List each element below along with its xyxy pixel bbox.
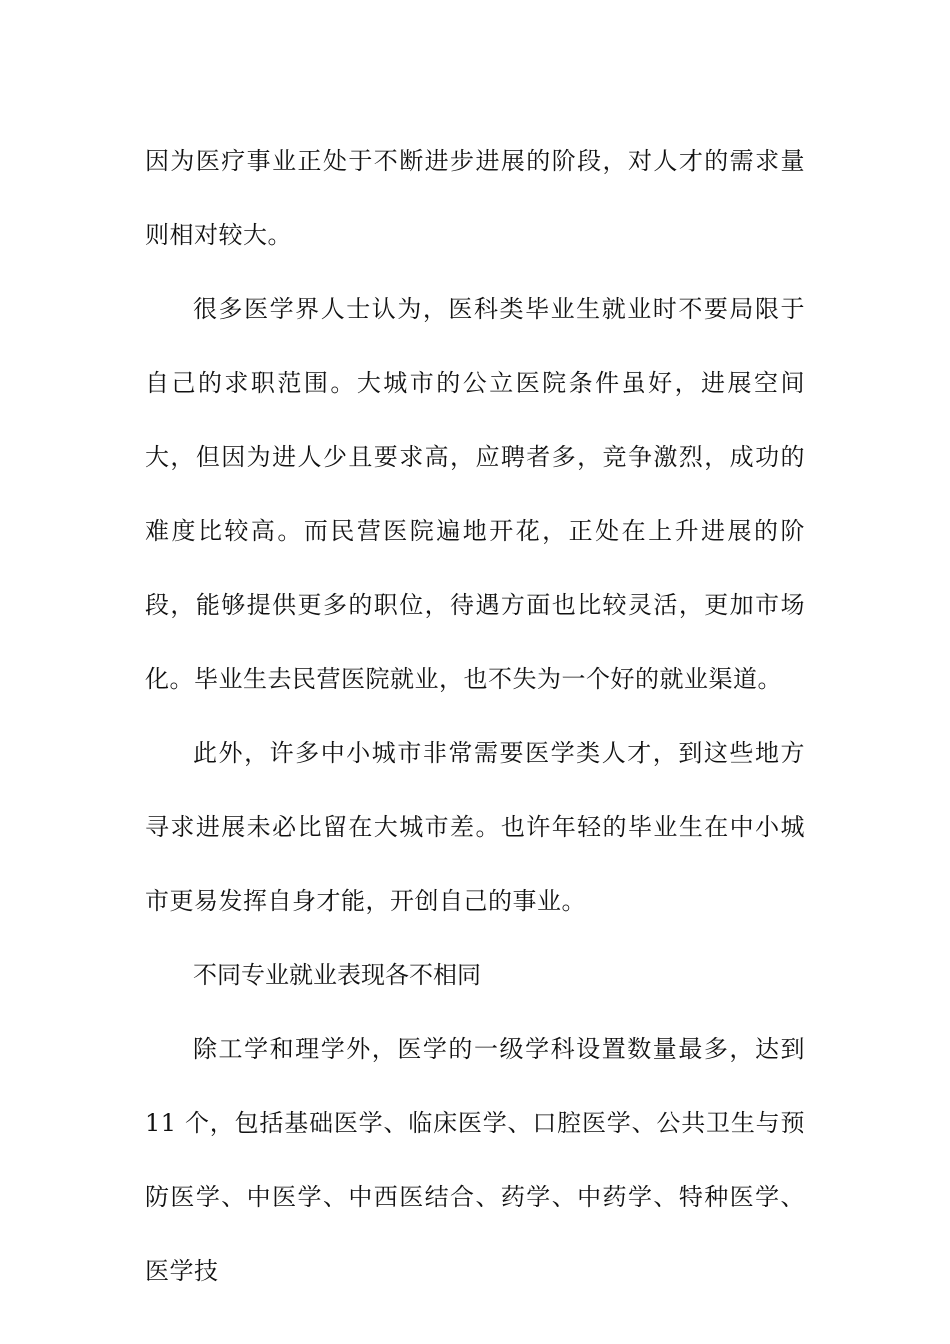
paragraph-disciplines: 除工学和理学外，医学的一级学科设置数量最多，达到 11 个，包括基础医学、临床医学、口腔医学、公共卫生与预防医学、中医学、中西医结合、药学、中药学、特种医学、医学技 <box>145 1035 805 1285</box>
paragraph-employment-scope: 很多医学界人士认为，医科类毕业生就业时不要局限于自己的求职范围。大城市的公立医院条件虽好，进展空间大，但因为进人少且要求高，应聘者多，竞争激烈，成功的难度比较高。而民营医院遍地开花，正处在上升进展的阶段，能够提供更多的职位，待遇方面也比较灵活，更加市场化。毕业生去民营医院就业，也不失为一个好的就业渠道。 <box>145 295 805 693</box>
document-body <box>145 124 805 1308</box>
section-heading: 不同专业就业表现各不相同 <box>193 961 481 989</box>
paragraph-small-cities: 此外，许多中小城市非常需要医学类人才，到这些地方寻求进展未必比留在大城市差。也许年轻的毕业生在中小城市更易发挥自身才能，开创自己的事业。 <box>145 739 805 915</box>
paragraph-continuation: 因为医疗事业正处于不断进步进展的阶段，对人才的需求量则相对较大。 <box>145 147 805 249</box>
